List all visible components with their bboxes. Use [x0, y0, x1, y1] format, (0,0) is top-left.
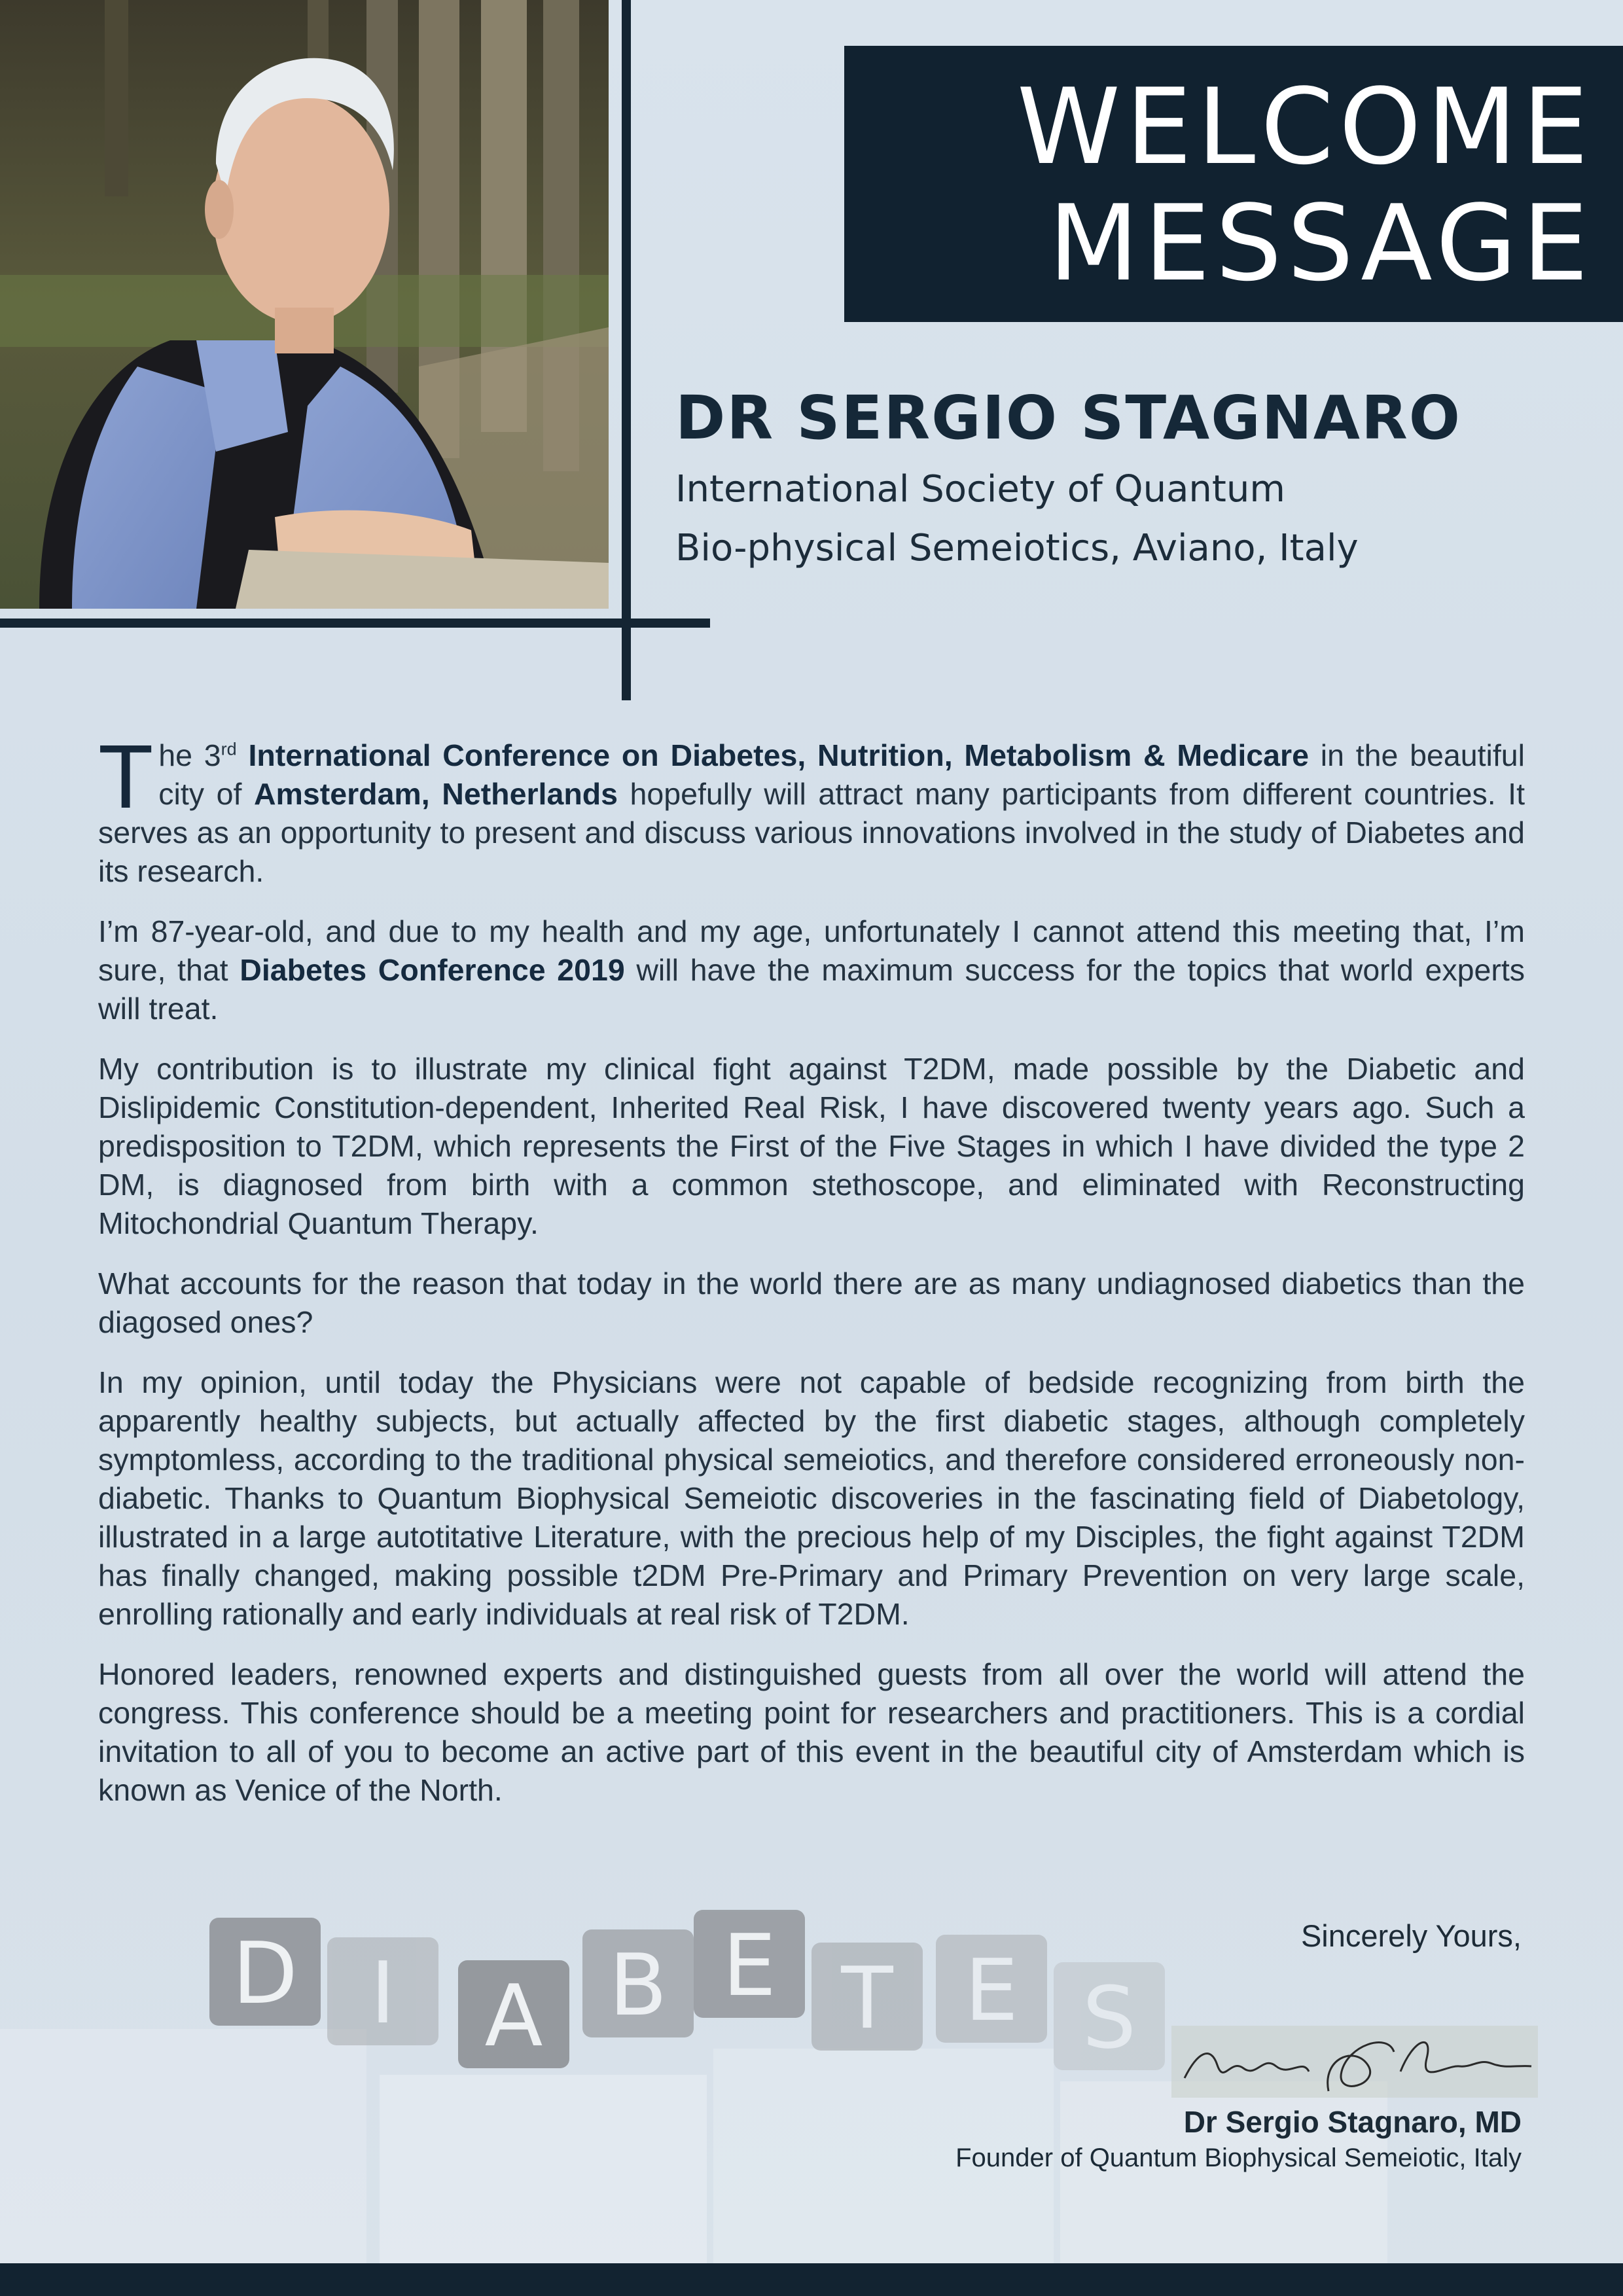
letter-block — [694, 1910, 805, 2018]
footer-bar — [0, 2263, 1623, 2296]
paragraph-1-text: hopefully will attract many participants from different countries. It serves as an opportunity to present and discuss various innovations involved in the study of Diabetes and its research. — [98, 777, 1525, 888]
divider-horizontal — [0, 619, 710, 628]
paragraph-5: In my opinion, until today the Physicians were not capable of bedside recognizing from birth the apparently healthy subjects, but actually affected by the first diabetic stages, although completely symptomless, according to the traditional physical semeiotics, and therefore considered erroneously non-diabetic. Thanks to Quantum Biophysical Semeiotic discoveries in the fascinating field of Diabetology, illustrated in a large autotitative Literature, with the precious help of my Disciples, the fight against T2DM has finally changed, making possible t2DM Pre-Primary and Primary Prevention on very large scale, enrolling rationally and early individuals at real risk of T2DM. — [98, 1365, 1525, 1631]
speaker-name: DR SERGIO STAGNARO — [675, 383, 1462, 453]
paragraph-3: My contribution is to illustrate my clinical fight against T2DM, made possible by the Diabetic and Dislipidemic Constitution-dependent, Inherited Real Risk, I have discovered twenty years ago. Such a predisposition to T2DM, which represents the First of the Five Stages in which I have divided the type 2 DM, is diagnosed from birth with a common stethoscope, and eliminated with Reconstructing Mitochondrial Quantum Therapy. — [98, 1052, 1525, 1240]
welcome-title-line1: WELCOME — [1016, 65, 1594, 188]
letter-block — [1054, 1962, 1165, 2070]
block-letter: I — [370, 1943, 396, 2043]
letter-block — [327, 1937, 438, 2045]
ordinal-superscript: rd — [221, 739, 237, 759]
block-letter: S — [1082, 1968, 1137, 2068]
welcome-title-line2: MESSAGE — [1048, 182, 1594, 304]
paragraph-4: What accounts for the reason that today in the world there are as many undiagnosed diabetics than the diagosed ones? — [98, 1266, 1525, 1339]
block-letter: A — [484, 1966, 543, 2066]
signer-name: Dr Sergio Stagnaro, MD — [1183, 2105, 1522, 2139]
affiliation-line-2: Bio-physical Semeiotics, Aviano, Italy — [675, 527, 1359, 569]
letter-block — [812, 1943, 923, 2051]
paragraph-2 — [98, 912, 1525, 1028]
paragraph-1-text: he 3 — [158, 738, 221, 772]
affiliation-line-1: International Society of Quantum — [675, 468, 1285, 511]
letter-block — [209, 1918, 321, 2026]
conference-short-name: Diabetes Conference 2019 — [240, 953, 625, 987]
welcome-heading-box — [844, 46, 1623, 322]
paragraph-1 — [98, 726, 1525, 891]
letter-block — [936, 1935, 1047, 2043]
block-letter: B — [609, 1935, 668, 2035]
block-letter: E — [722, 1916, 777, 2015]
signer-title: Founder of Quantum Biophysical Semeiotic, Italy — [955, 2144, 1522, 2172]
speaker-photo — [0, 0, 609, 609]
letter-body — [98, 726, 1525, 1831]
letter-block — [458, 1960, 569, 2068]
handwritten-signature — [1171, 2019, 1538, 2104]
conference-location: Amsterdam, Netherlands — [253, 777, 618, 811]
divider-vertical — [622, 0, 631, 700]
paragraph-1-text: in the beautiful city of — [158, 738, 1525, 811]
drop-cap: T — [98, 726, 154, 827]
paragraph-2-text: will have the maximum success for the topics that world experts will treat. — [98, 953, 1525, 1026]
paragraph-6: Honored leaders, renowned experts and distinguished guests from all over the world will attend the congress. This conference should be a meeting point for researchers and practitioners. This is a cordial invitation to all of you to become an active part of this event in the beautiful city of Amsterdam which is known as Venice of the North. — [98, 1657, 1525, 1807]
block-letter: E — [964, 1941, 1019, 2040]
letter-block — [582, 1929, 694, 2037]
conference-name: International Conference on Diabetes, Nutrition, Metabolism & Medicare — [236, 738, 1309, 772]
block-letter: D — [232, 1924, 298, 2023]
block-letter: T — [841, 1948, 893, 2048]
closing-salutation: Sincerely Yours, — [1300, 1918, 1522, 1953]
paragraph-2-text: I’m 87-year-old, and due to my health and my age, unfortunately I cannot attend this meeting that, I’m sure, that — [98, 914, 1525, 987]
